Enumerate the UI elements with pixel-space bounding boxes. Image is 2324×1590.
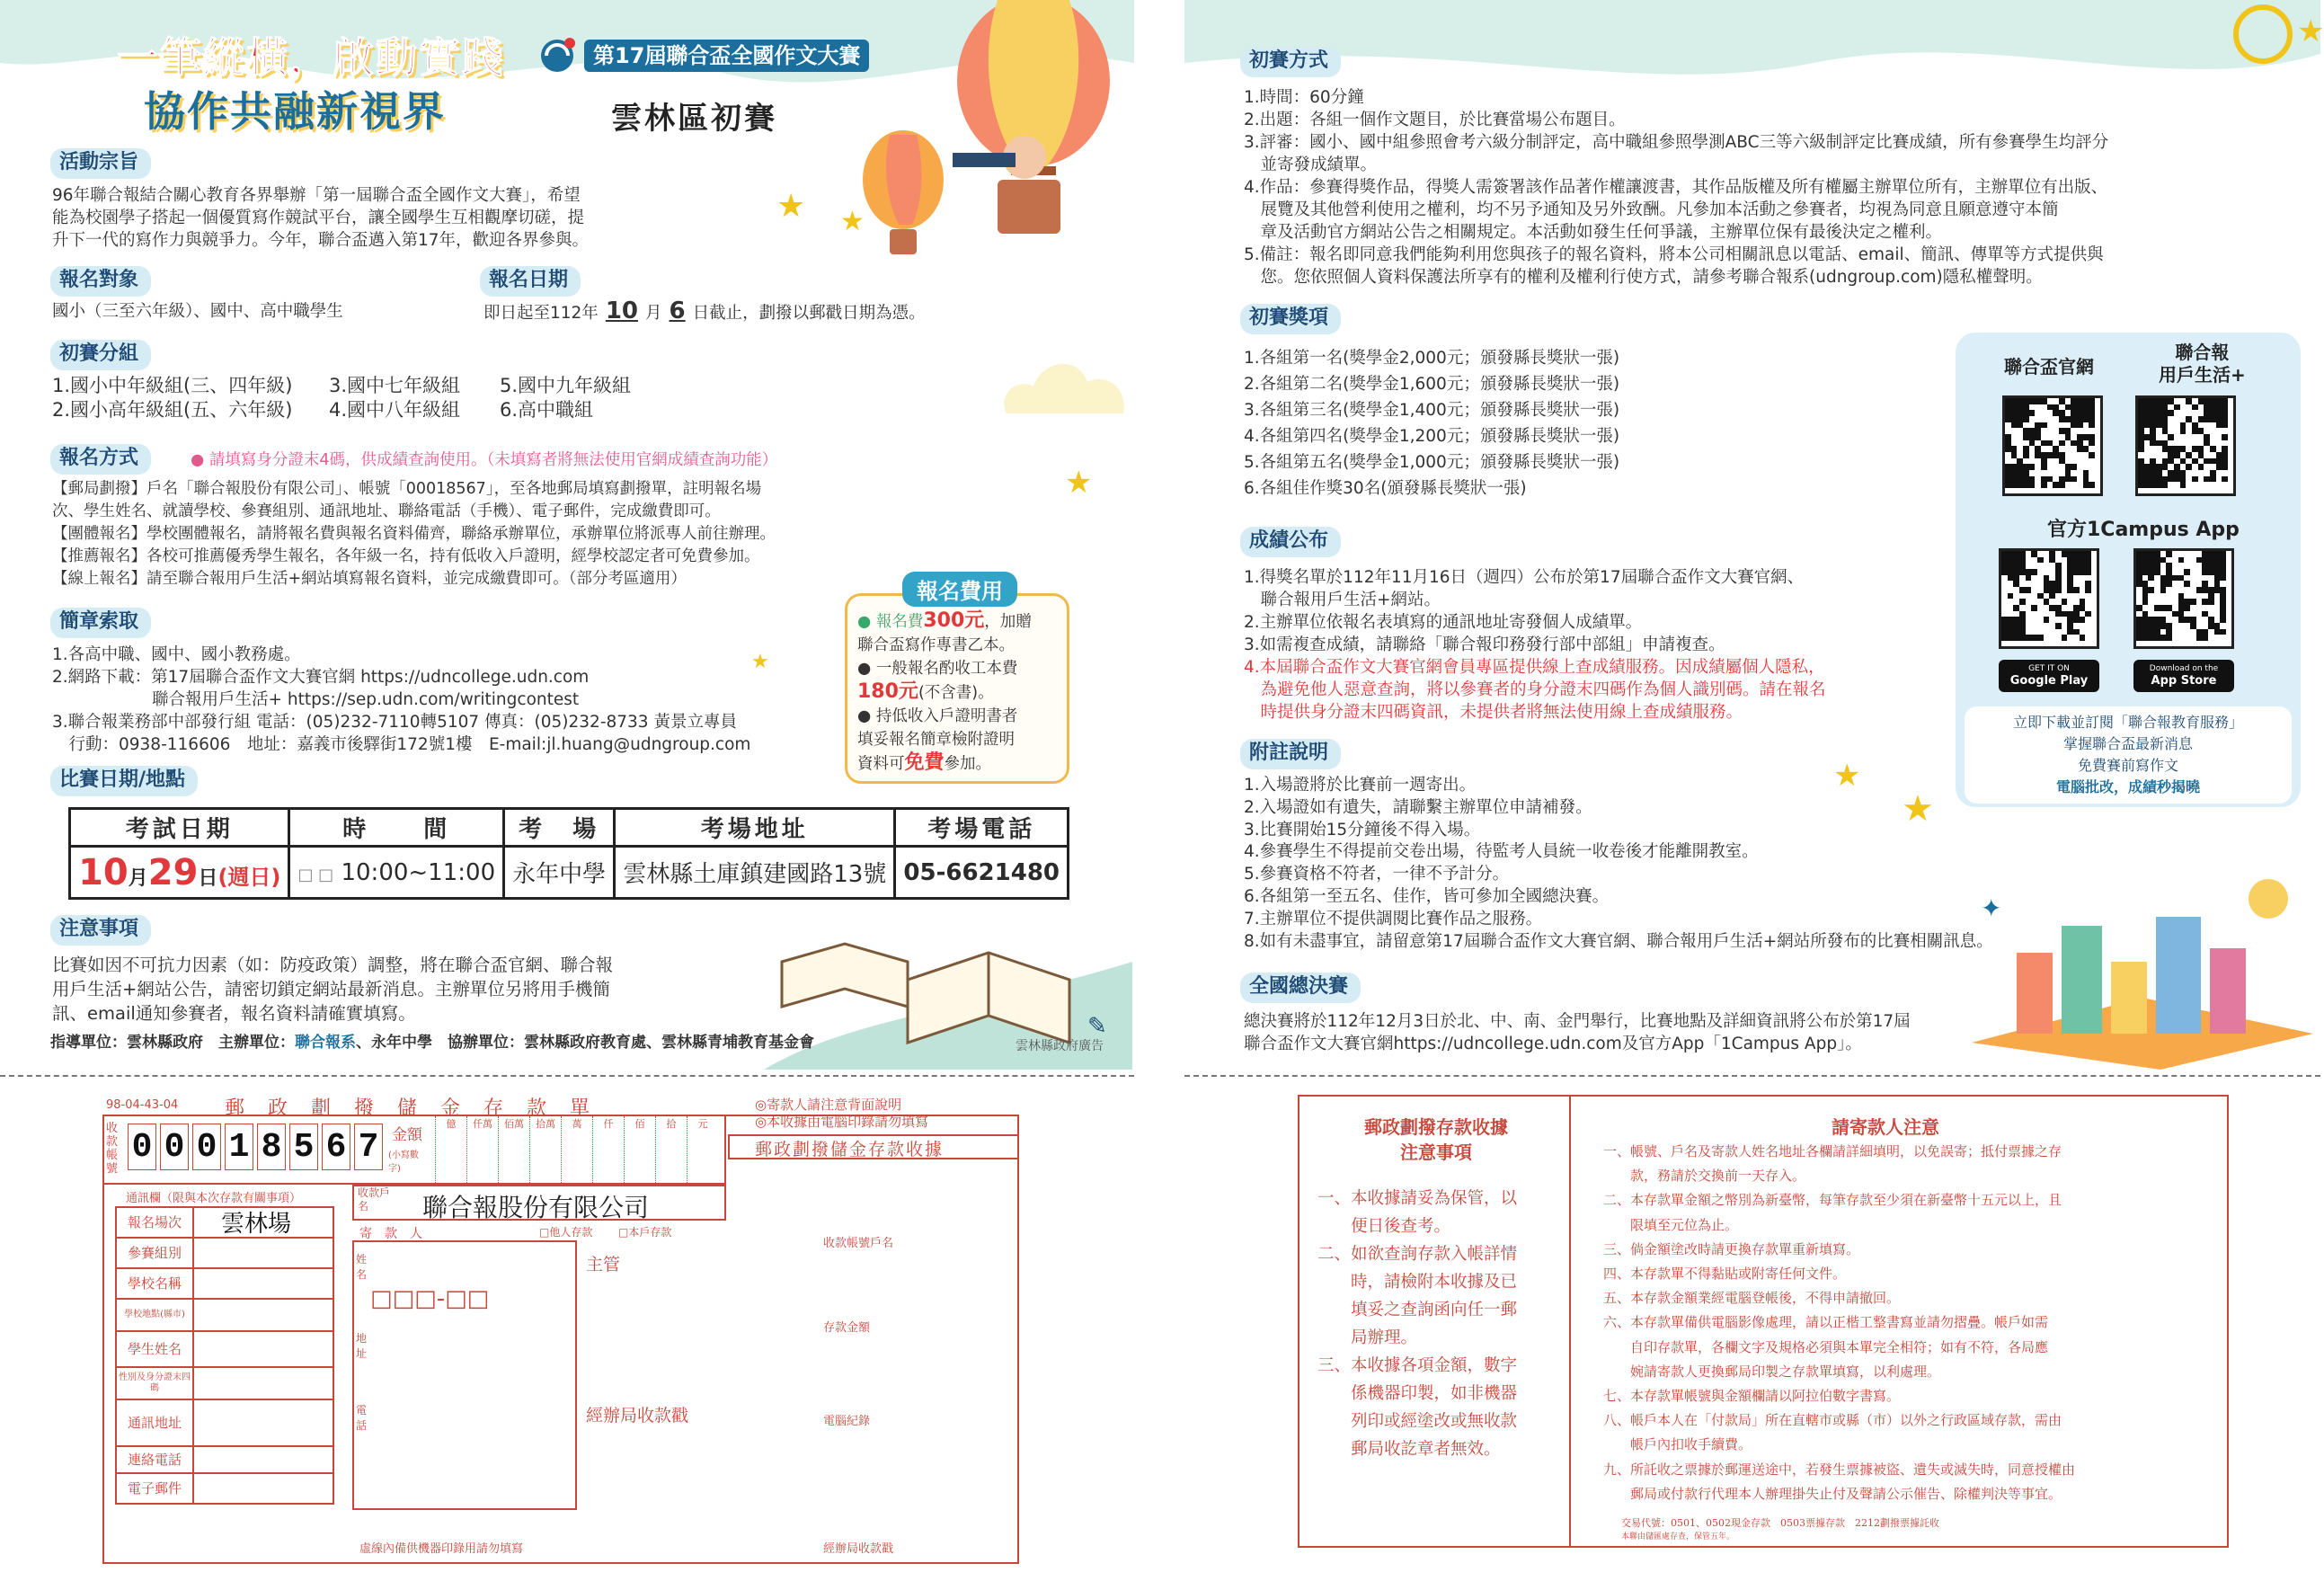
slip-notes: ◎寄款人請注意背面說明 ◎本收據由電腦印錄請勿填寫: [755, 1097, 929, 1130]
schedule-heading: 比賽日期/地點: [50, 766, 198, 796]
comm-row[interactable]: [115, 1447, 334, 1474]
comm-row-value[interactable]: [194, 1300, 333, 1330]
groups-heading: 初賽分組: [50, 340, 151, 370]
awards-heading: 初賽獎項: [1240, 304, 1341, 334]
sched-header-time: 時 間: [289, 809, 504, 847]
right-page: [1184, 0, 2324, 1590]
format-heading: 初賽方式: [1240, 47, 1341, 77]
back-footer: 本聯由儲匯處存查，保管五年。: [1621, 1532, 1735, 1541]
notice-text: 比賽如因不可抗力因素（如：防疫政策）調整，將在聯合盃官網、聯合報 用戶生活+網站公告，請密切鎖定網站最新消息。主辦單位另將用手機簡 訊、email通知參賽者，報名資料請確實填寫。: [52, 955, 614, 1024]
comm-row-label: 電子郵件: [117, 1474, 194, 1503]
svg-text:✎: ✎: [1087, 1013, 1107, 1040]
comm-row-label: 通訊地址: [117, 1400, 194, 1445]
comm-row-value[interactable]: [194, 1239, 333, 1267]
group-col-2: 3.國中七年級組 4.國中八年級組: [329, 375, 461, 421]
account-digit: 7: [354, 1124, 383, 1170]
sched-address: 雲林縣土庫鎮建國路13號: [615, 847, 895, 899]
target-text: 國小（三至六年級）、國中、高中職學生: [52, 302, 343, 321]
comm-row-value[interactable]: 雲林場: [221, 1211, 292, 1238]
amount-label: 金額: [392, 1126, 422, 1144]
slip-footer-note: 虛線內備供機器印錄用請勿填寫: [359, 1542, 524, 1556]
city-books-illustration: [1963, 863, 2320, 1070]
cloud-decoration: [998, 342, 1132, 422]
star-decoration: ★: [1065, 465, 1093, 501]
deposit-amount-label: 存款金額: [823, 1321, 871, 1335]
comm-row[interactable]: [115, 1269, 334, 1300]
comm-title: 通訊欄（限與本次存款有關事項）: [126, 1192, 302, 1205]
sched-header-address: 考場地址: [615, 809, 895, 847]
sched-time: □ □ 10:00~11:00: [289, 847, 504, 899]
computer-record-label: 電腦紀錄: [823, 1415, 871, 1428]
comm-row-value[interactable]: [194, 1269, 333, 1298]
star-decoration: ★: [840, 206, 865, 237]
amount-unit-cell[interactable]: 佰萬: [498, 1116, 529, 1183]
other-deposit-option[interactable]: □他人存款: [539, 1226, 593, 1239]
back-right-title: 請寄款人注意: [1832, 1116, 1939, 1138]
slip-code: 98-04-43-04: [106, 1098, 179, 1112]
star-decoration: ★: [1833, 758, 1861, 794]
fee-text: ● 報名費300元，加贈 聯合盃寫作專書乙本。 ● 一般報名酌收工本費 180元(不含書)。 ● 持低收入戶證明書者 填妥報名簡章檢附證明 資料可免費參加。: [857, 609, 1032, 774]
office-stamp-label: 經辦局收款戳: [586, 1406, 689, 1426]
amount-unit-cell[interactable]: 元: [687, 1116, 718, 1183]
comm-row[interactable]: [115, 1239, 334, 1269]
notes-text: 1.入場證將於比賽前一週寄出。 2.入場證如有遺失，請聯繫主辦單位申請補發。 3.比賽開始15分鐘後不得入場。 4.參賽學生不得提前交卷出場，待監考人員統一收卷後才能離開教室。 5.參賽資格不符者，一律不予計分。 6.各組第一至五名、佳作，皆可參加全國總決賽。 7.主辦單位不提供調閱比賽作品之服務。 8.如有未盡事宜，請留意第17屆聯合盃作文大賽官網、聯合報用戶生活+網站所發布的比賽相關訊息。: [1244, 776, 1993, 951]
comm-row-label: 學生姓名: [117, 1332, 194, 1366]
comm-rows: [115, 1206, 334, 1505]
sender-label: 寄 款 人: [359, 1227, 422, 1241]
star-decoration: ★: [751, 651, 769, 673]
sched-header-phone: 考場電話: [895, 809, 1069, 847]
comm-row-value[interactable]: [194, 1447, 333, 1472]
sched-venue: 永年中學: [504, 847, 615, 899]
method-text: 【郵局劃撥】戶名「聯合報股份有限公司」、帳號「00018567」，至各地郵局填寫劃撥單，註明報名場 次、學生姓名、就讀學校、參賽組別、通訊地址、聯絡電話（手機）、電子郵件，完成繳費即可。 【團體報名】學校團體報名，請將報名費與報名資料備齊，聯絡承辦單位，承辦單位將派專人前往辦理。 【推薦報名】各校可推薦優秀學生報名，各年級一名，持有低收入戶證明，經學校認定者可免費參加。 【線上報名】請至聯合報用戶生活+網站填寫報名資料，並完成繳費即可。（部分考區適用）: [52, 480, 776, 588]
comm-row-label: 連絡電話: [117, 1447, 194, 1472]
method-note: ● 請填寫身分證末4碼，供成績查詢使用。（未填寫者將無法使用官網成績查詢功能）: [191, 451, 778, 469]
account-label: 收款帳號: [106, 1122, 119, 1176]
account-digit: 0: [192, 1124, 221, 1170]
account-digit: 0: [160, 1124, 189, 1170]
back-right-items: 一、帳號、戶名及寄款人姓名地址各欄請詳細填明，以免誤寄；抵付票據之存 款，務請於交換前一天存入。 二、本存款單金額之幣別為新臺幣，每筆存款至少須在新臺幣十五元以上，且 限填至元位為止。 三、倘金額塗改時請更換存款單重新填寫。 四、本存款單不得黏貼或附寄任何文件。 五、本存款金額業經電腦登帳後，不得申請撤回。 六、本存款單備供電腦影像處理，請以正楷工整書寫並請勿摺疊。帳戶如需 自印存款單，各欄文字及規格必須與本單完全相符；如有不符，各局應 婉請寄款人更換郵局印製之存款單填寫，以利處理。 七、本存款單帳號與金額欄請以阿拉伯數字書寫。 八、帳戶本人在「付款局」所在直轄市或縣（市）以外之行政區域存款，需由 帳戶內扣收手續費。 九、所託收之票據於郵運送途中，若發生票據被盜、遺失或滅失時，同意授權由 郵局或付款行代理本人辦理掛失止付及聲請公示催告、除權判決等事宜。: [1603, 1143, 2076, 1502]
comm-row-label: 參賽組別: [117, 1239, 194, 1267]
amount-unit-cell[interactable]: 拾: [655, 1116, 687, 1183]
sched-date: 10月29日(週日): [70, 847, 289, 899]
slip-back-divider: [1569, 1095, 1571, 1548]
qr-code-app-store[interactable]: [2133, 548, 2234, 649]
comm-row-label: 學校地點(縣市): [117, 1300, 194, 1330]
sched-phone: 05-6621480: [895, 847, 1069, 899]
final-heading: 全國總決賽: [1240, 973, 1361, 1003]
notice-heading: 注意事項: [50, 915, 151, 946]
notes-heading: 附註說明: [1240, 739, 1341, 769]
amount-unit-cell[interactable]: 萬: [561, 1116, 592, 1183]
account-digits: [128, 1124, 383, 1170]
postcode-boxes[interactable]: □□□-□□: [370, 1285, 490, 1312]
comm-row-label: 學校名稱: [117, 1269, 194, 1298]
amount-unit-cell[interactable]: 拾萬: [529, 1116, 561, 1183]
method-heading: 報名方式: [50, 444, 151, 475]
qr-code-official[interactable]: [2002, 395, 2103, 496]
comm-row-value[interactable]: [194, 1400, 333, 1445]
star-decoration: ★: [776, 188, 806, 225]
amount-unit-cell[interactable]: 佰: [624, 1116, 655, 1183]
results-text: 1.得獎名單於112年11月16日（週四）公布於第17屆聯合盃作文大賽官網、 聯合報用戶生活+網站。 2.主辦單位依報名表填寫的通訊地址寄發個人成績單。 3.如需複查成績，請聯絡「聯合報印務發行部中部組」申請複查。 4.本屆聯合盃作文大賽官網會員專區提供線上查成績服務。因成績屬個人隱私， 為避免他人惡意查詢，將以參賽者的身分證末四碼作為個人識別碼。請在報名 時提供身分證末四碼資訊，未提供者將無法使用線上查成績服務。: [1244, 568, 1826, 722]
comm-row[interactable]: [115, 1206, 334, 1239]
purpose-heading: 活動宗旨: [50, 148, 151, 179]
comm-row-label: 報名場次: [117, 1208, 194, 1237]
final-text: 總決賽將於112年12月3日於北、中、南、金門舉行，比賽地點及詳細資訊將公布於第17屆 聯合盃作文大賽官網https://udncollege.udn.com及官方App「1Campus App」。: [1244, 1012, 1911, 1053]
account-digit: 5: [289, 1124, 318, 1170]
comm-row[interactable]: [115, 1300, 334, 1332]
group-col-1: 1.國小中年級組(三、四年級) 2.國小高年級組(五、六年級): [52, 375, 293, 421]
cut-line: [1184, 1075, 2320, 1077]
sender-address-label: 地址: [356, 1332, 368, 1360]
sponsor-footer: 指導單位：雲林縣政府 主辦單位：聯合報系、永年中學 協辦單位：雲林縣政府教育處、雲林縣青埔教育基金會: [50, 1034, 814, 1052]
brochure-text: 1.各高中職、國中、國小教務處。 2.網路下載：第17屆聯合盃作文大賽官網 https://udncollege.udn.com 聯合報用戶生活+ https://sep.udn.com/writingcontest 3.聯合報業務部中部發行組 電話：(05)232-7110轉5107 傳真：(05)232-8733 黃景立專員 行動：0938-116606 地址：嘉義市後驛街172號1樓 E-mail:jl.huang@udngroup.com: [52, 645, 751, 754]
left-page: [0, 0, 1134, 1590]
gov-ad-label: 雲林縣政府廣告: [1016, 1039, 1104, 1053]
contest-name: 第17屆聯合盃全國作文大賽: [584, 40, 869, 72]
sender-block: [352, 1240, 577, 1510]
purpose-text: 96年聯合報結合關心教育各界舉辦「第一屆聯合盃全國作文大賽」，希望 能為校園學子搭起一個優質寫作競試平台，讓全國學生互相觀摩切磋，提 升下一代的寫作力與競爭力。今年，聯合盃邁入第17年，歡迎各界參與。: [52, 186, 590, 250]
app-store-badge[interactable]: Download on the App Store: [2133, 660, 2234, 692]
cut-line: [0, 1075, 1134, 1077]
comm-row[interactable]: [115, 1332, 334, 1368]
slogan-line-2: 協作共融新視界: [144, 87, 446, 136]
results-heading: 成績公布: [1240, 527, 1341, 557]
sched-header-venue: 考 場: [504, 809, 615, 847]
slogan-line-1: 一筆縱橫，啟動實踐: [117, 33, 505, 82]
amount-unit-cell[interactable]: 億: [435, 1116, 466, 1183]
star-decoration: ★: [1902, 788, 1934, 830]
amount-unit-cell[interactable]: 仟: [592, 1116, 624, 1183]
amount-units: [435, 1116, 718, 1183]
back-left-title: 郵政劃撥存款收據 注意事項: [1364, 1116, 1508, 1163]
payee-name: 聯合報股份有限公司: [422, 1193, 650, 1222]
comm-row-value[interactable]: [194, 1332, 333, 1366]
sender-phone-label: 電話: [356, 1404, 368, 1432]
qr-app-label: 聯合報 用戶生活+: [2159, 342, 2246, 386]
supervisor-label: 主管: [586, 1255, 621, 1275]
comm-row-label: 性別及身分證末四碼: [117, 1368, 194, 1399]
comm-row[interactable]: [115, 1400, 334, 1447]
back-left-items: 一、本收據請妥為保管，以 便日後查考。 二、如欲查詢存款入帳詳情 時，請檢附本收據及已 填妥之查詢函向任一郵 局辦理。 三、本收據各項金額，數字 係機器印製，如非機器 列印或經塗改或無收款 郵局收訖章者無效。: [1317, 1189, 1518, 1459]
account-digit: 8: [257, 1124, 286, 1170]
sched-header-date: 考試日期: [70, 809, 289, 847]
schedule-table: [68, 807, 1069, 900]
target-heading: 報名對象: [50, 266, 151, 297]
account-digit: 0: [128, 1124, 156, 1170]
comm-row-value[interactable]: [194, 1368, 333, 1399]
account-digit: 1: [225, 1124, 253, 1170]
google-play-badge[interactable]: GET IT ON Google Play: [1999, 660, 2099, 692]
svg-text:✦: ✦: [1981, 893, 2002, 923]
date-text: 即日起至112年 10 月 6 日截止，劃撥以郵戳日期為憑。: [483, 298, 926, 324]
amount-sub-label: (小寫數字): [388, 1150, 419, 1174]
fee-heading: 報名費用: [902, 572, 1017, 607]
slip-title: 郵 政 劃 撥 儲 金 存 款 單: [225, 1097, 592, 1120]
group-col-3: 5.國中九年級組 6.高中職組: [500, 375, 632, 421]
qr-code-google-play[interactable]: [1999, 548, 2099, 649]
receipt-title: 郵政劃撥儲金存款收據: [755, 1140, 945, 1159]
qr-code-app[interactable]: [2135, 395, 2236, 496]
subscribe-box: 立即下載並訂閱「聯合報教育服務」 掌握聯合盃最新消息 免費賽前寫作文 電腦批改，成績秒揭曉: [1965, 706, 2292, 804]
payee-label: 收款戶名: [358, 1186, 391, 1212]
qr-campus-label: 官方1Campus App: [2047, 519, 2240, 541]
self-deposit-option[interactable]: □本戶存款: [618, 1226, 672, 1239]
format-text: 1.時間：60分鐘 2.出題：各組一個作文題目，於比賽當場公布題目。 3.評審：國小、國中組參照會考六級分制評定，高中職組參照學測ABC三等六級制評定比賽成績，所有參賽學生均評分 並寄發成績單。 4.作品：參賽得獎作品，得獎人需簽署該作品著作權讓渡書，其作品版權及所有權屬主辦單位所有，主辦單位有出版、 展覽及其他營利使用之權利，均不另予通知及另外致酬。凡參加本活動之參賽者，均視為同意且願意遵守本簡 章及活動官方網站公告之相關規定。本活動如發生任何爭議，主辦單位保有最後決定之權利。 5.備註：報名即同意我們能夠利用您與孩子的報名資料，將本公司相關訊息以電話、email、簡訊、傳單等方式提供與 您。您依照個人資料保護法所享有的權利及權利行使方式，請參考聯合報系(udngroup.com)隱私權聲明。: [1244, 88, 2109, 287]
amount-unit-cell[interactable]: 仟萬: [466, 1116, 498, 1183]
page-gutter: [1134, 0, 1184, 1590]
region-title: 雲林區初賽: [611, 101, 777, 137]
comm-row[interactable]: [115, 1368, 334, 1400]
brochure-heading: 簡章索取: [50, 608, 151, 638]
star-decoration: ★: [2297, 13, 2324, 49]
back-code-line: 交易代號：0501、0502現金存款 0503票據存款 2212劃撥票據託收: [1621, 1517, 1939, 1529]
receipt-stamp-label: 經辦局收款戳: [823, 1542, 894, 1556]
comm-row[interactable]: [115, 1474, 334, 1505]
date-heading: 報名日期: [480, 266, 581, 297]
contest-logo-icon: [539, 34, 575, 70]
awards-text: 1.各組第一名(獎學金2,000元；頒發縣長獎狀一張) 2.各組第二名(獎學金1,600元；頒發縣長獎狀一張) 3.各組第三名(獎學金1,400元；頒發縣長獎狀一張) 4.各組第四名(獎學金1,200元；頒發縣長獎狀一張) 5.各組第五名(獎學金1,000元；頒發縣長獎狀一張) 6.各組佳作獎30名(頒發縣長獎狀一張): [1244, 349, 1620, 498]
hot-air-balloon-illustration: [863, 0, 1132, 288]
recv-account-name-label: 收款帳號戶名: [823, 1237, 894, 1250]
sender-name-label: 姓名: [356, 1253, 368, 1281]
qr-official-label: 聯合盃官網: [2004, 356, 2094, 378]
account-digit: 6: [322, 1124, 350, 1170]
comm-row-value[interactable]: [194, 1474, 333, 1503]
